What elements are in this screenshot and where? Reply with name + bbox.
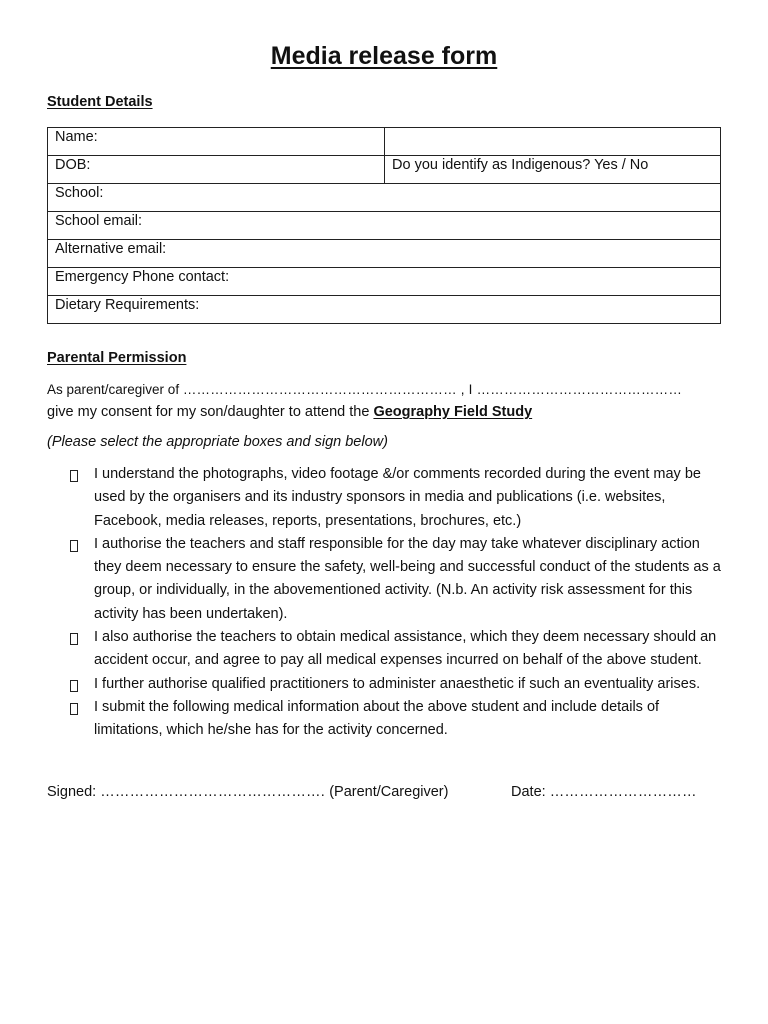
permission-item-anaesthetic [66,673,726,696]
permission-item-text: I submit the following medical information about the above student and include details of limitations, which he/she has for the activity concerned. [94,698,660,739]
signed-role: (Parent/Caregiver) [329,784,449,800]
school-email-field[interactable]: School email: [48,212,721,240]
checkbox[interactable] [70,633,78,645]
student-details-table [47,127,721,324]
checkbox[interactable] [70,540,78,552]
consent-fill-in[interactable]: …………………………………………………… , I ……………………………………… [182,382,683,397]
permission-item-discipline [66,533,726,626]
permission-item-text: I authorise the teachers and staff responsible for the day may take whatever disciplinary action they deem necessary to ensure the safety, well-being and successful conduct of the students as a group, or individually, in the abovementioned activity. (N.b. An activity risk assessment for this activity has been undertaken). [94,535,721,622]
dob-label: DOB: [48,156,385,184]
permission-item-media [66,463,726,533]
school-field[interactable]: School: [48,184,721,212]
checkbox[interactable] [70,680,78,692]
parental-permission-heading: Parental Permission [47,350,187,366]
alternative-email-field[interactable]: Alternative email: [48,240,721,268]
signature-field[interactable]: ………………………………………. [100,784,330,800]
consent-line-1 [47,382,682,397]
signature-line [47,784,448,800]
permission-item-medical-info [66,696,726,743]
name-label: Name: [48,128,385,156]
consent-prefix: As parent/caregiver of [47,382,183,397]
signed-label: Signed: [47,784,101,800]
permission-checklist [66,463,726,743]
consent-line-2-prefix: give my consent for my son/daughter to attend the [47,404,374,420]
date-line [511,784,697,800]
name-field[interactable] [385,128,721,156]
instruction-text: (Please select the appropriate boxes and sign below) [47,434,388,450]
page-title: Media release form [270,42,498,70]
consent-line-2 [47,404,532,420]
emergency-phone-field[interactable]: Emergency Phone contact: [48,268,721,296]
permission-item-text: I also authorise the teachers to obtain medical assistance, which they deem necessary should an accident occur, and agree to pay all medical expenses incurred on behalf of the above student. [94,629,717,669]
date-label: Date: [511,784,550,800]
dietary-requirements-field[interactable]: Dietary Requirements: [48,296,721,324]
permission-item-medical-assistance [66,626,726,673]
checkbox[interactable] [70,470,78,482]
event-name: Geography Field Study [373,404,533,420]
date-field[interactable]: ………………………… [549,784,697,800]
student-details-heading: Student Details [47,94,153,110]
permission-item-text: I further authorise qualified practitioners to administer anaesthetic if such an eventuality arises. [94,675,701,692]
checkbox[interactable] [70,703,78,715]
indigenous-question[interactable]: Do you identify as Indigenous? Yes / No [385,156,721,184]
permission-item-text: I understand the photographs, video footage &/or comments recorded during the event may be used by the organisers and its industry sponsors in media and publications (i.e. websites, Facebook, media releases, reports, presentations, brochures, etc.) [94,466,701,529]
